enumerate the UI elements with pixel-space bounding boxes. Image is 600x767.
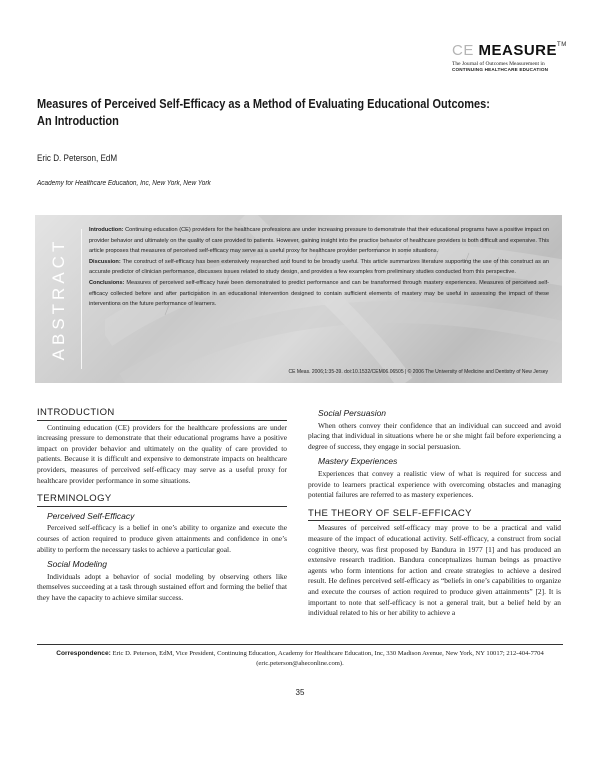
mastery-experiences-paragraph: Experiences that convey a realistic view of what is required for success and provide to learners practical experience with overcoming obstacles and managing potential failures are referred to as mastery experiences.	[308, 468, 561, 500]
abstract-discussion	[89, 257, 549, 278]
logo-measure: MEASURE	[478, 42, 558, 59]
footer-rule	[37, 644, 563, 645]
introduction-paragraph: Continuing education (CE) providers for the healthcare professions are under increasing pressure to demonstrate that their educational programs have a positive impact on provider behavior and ultimately on the quality of care provided to patients. Because it is difficult and expensive to demonstrate impacts on healthcare providers, measures of perceived self-efficacy may serve as a useful proxy for healthcare provider performance in some situations.	[37, 422, 287, 485]
abstract-introduction	[89, 225, 549, 257]
abstract-box	[35, 215, 562, 383]
page-number: 35	[295, 688, 305, 697]
abstract-discussion-head: Discussion:	[89, 258, 121, 265]
article-citation: CE Meas. 2006;1:35-39. doi:10.1532/CEM06.06505 | © 2006 The University of Medicine and Dentistry of New Jersey	[288, 369, 548, 375]
journal-logo-title	[452, 42, 567, 59]
article-title: Measures of Perceived Self-Efficacy as a Method of Evaluating Educational Outcomes: An Introduction	[37, 97, 490, 128]
social-modeling-heading: Social Modeling	[47, 559, 108, 570]
correspondence	[37, 649, 563, 668]
journal-subtitle-line1: The Journal of Outcomes Measurement in	[452, 61, 545, 67]
article-affiliation: Academy for Healthcare Education, Inc, New York, New York	[37, 180, 211, 187]
perceived-self-efficacy-paragraph: Perceived self-efficacy is a belief in one’s ability to organize and execute the courses of action required to produce given attainments and confidence in one’s ability to perform the necessary tasks to achieve a particular goal.	[37, 523, 287, 554]
article-author: Eric D. Peterson, EdM	[37, 153, 118, 163]
social-persuasion-heading: Social Persuasion	[318, 408, 387, 418]
logo-trademark: TM	[557, 42, 567, 48]
mastery-experiences-heading: Mastery Experiences	[318, 456, 398, 467]
theory-paragraph: Measures of perceived self-efficacy may prove to be a practical and valid measure of the impact of educational activity. Self-efficacy, a construct from social cognitive theory, was first proposed by Bandura in 1977 [1] and has produced an extensive research tradition. Bandura conceptualizes human beings as proactive agents who form intentions for action and create strategies to achieve a desired result. He defines perceived self-efficacy as “beliefs in one’s capabilities to organize and execute the courses of action required to produce given attainments” [2]. It is important to note that self-efficacy is not a general trait, but a belief held by an individual related to his or her ability to achieve a	[308, 523, 561, 618]
abstract-conclusions-text: Measures of perceived self-efficacy have been demonstrated to predict performance and can be transformed through mastery experiences. Measures of perceived self-efficacy collected before and after participation in an educational intervention designed to contain sufficient elements of mastery may be useful in assessing the impact of these interventions on the future performance of learners.	[89, 279, 549, 308]
left-column	[37, 408, 287, 604]
right-column	[308, 408, 561, 619]
social-persuasion-paragraph: When others convey their confidence that an individual can succeed and avoid placing that individual in situations where he or she might fail before experiencing a degree of success, they engage in social persuasion.	[308, 420, 561, 451]
journal-subtitle-line2: CONTINUING HEALTHCARE EDUCATION	[452, 67, 549, 72]
abstract-label: ABSTRACT	[49, 237, 68, 361]
theory-heading: THE THEORY OF SELF-EFFICACY	[308, 509, 561, 522]
introduction-heading: INTRODUCTION	[37, 408, 287, 421]
correspondence-head: Correspondence:	[56, 650, 111, 657]
logo-ce: CE	[452, 42, 474, 59]
abstract-introduction-head: Introduction:	[89, 227, 124, 233]
correspondence-text: Eric D. Peterson, EdM, Vice President, Continuing Education, Academy for Healthcare Education, Inc, 330 Madison Avenue, New York, NY 10017; 212-404-7704 (eric.peterson@aheconline.com).	[112, 650, 544, 667]
abstract-introduction-text: Continuing education (CE) providers for the healthcare professions are under increasing pressure to demonstrate that their educational programs have a positive impact on provider behavior and ultimately on the quality of care provided to patients. However, gaining insight into the practice behavior of healthcare providers is both difficult and expensive. This article proposes that measures of perceived self-efficacy may serve as a useful proxy for healthcare provider performance in some situations.	[89, 227, 549, 255]
abstract-conclusions-head: Conclusions:	[89, 279, 125, 286]
perceived-self-efficacy-heading: Perceived Self-Efficacy	[47, 510, 135, 521]
social-modeling-paragraph: Individuals adopt a behavior of social modeling by observing others like themselves succeeding at a task through sustained effort and forming the belief that they have the capacity to achieve similar success.	[37, 571, 287, 602]
abstract-conclusions	[89, 278, 549, 310]
terminology-heading: TERMINOLOGY	[37, 494, 287, 507]
journal-logo	[452, 42, 567, 72]
abstract-divider	[81, 229, 82, 369]
abstract-text	[89, 225, 549, 310]
abstract-discussion-text: The construct of self-efficacy has been extensively researched and found to be broadly useful. This article summarizes literature supporting the use of this construct as an accurate predictor of clinician performance, discusses issues related to study design, and provides a few examples from preliminary studies conducted from this perspective.	[89, 258, 550, 276]
abstract-sidebar	[35, 215, 83, 383]
